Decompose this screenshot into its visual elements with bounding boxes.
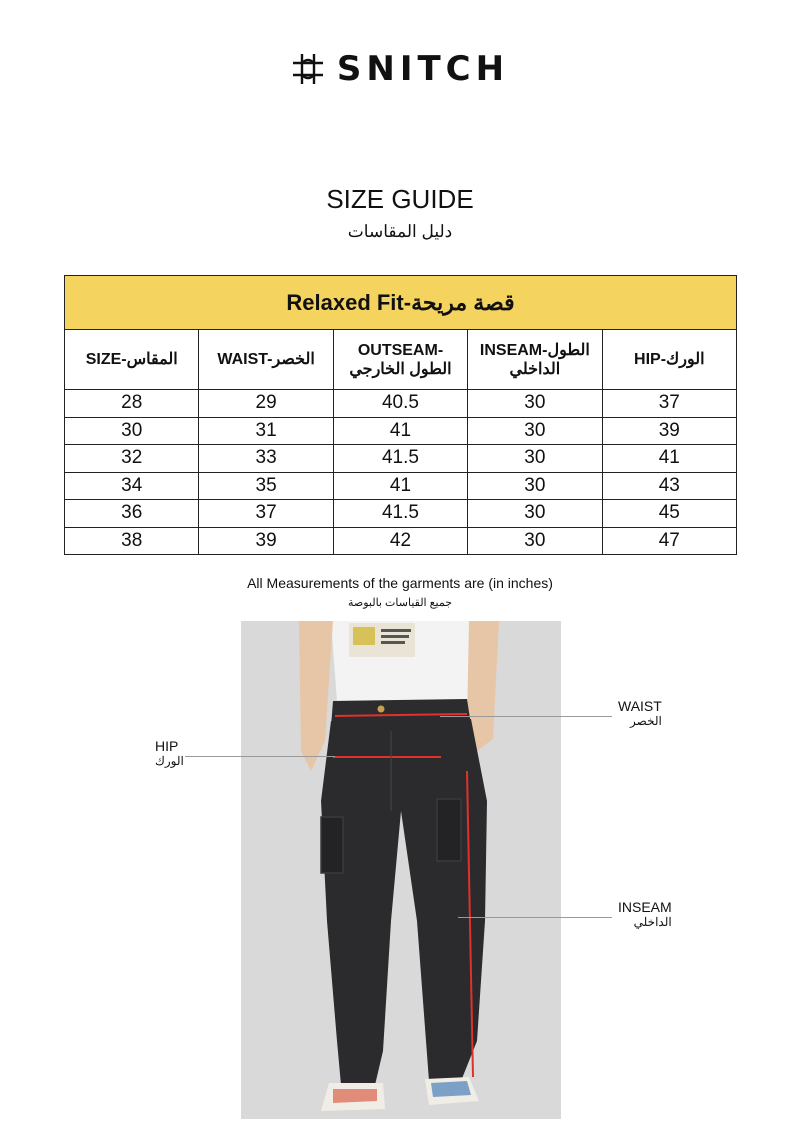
size-table bbox=[64, 275, 737, 555]
inseam-callout bbox=[618, 899, 672, 929]
table-cell: 41 bbox=[333, 472, 467, 500]
table-row bbox=[65, 390, 737, 418]
table-row bbox=[65, 417, 737, 445]
measurement-note: All Measurements of the garments are (in inches) bbox=[247, 575, 553, 591]
inseam-leader-line bbox=[458, 917, 612, 918]
hip-callout bbox=[155, 738, 184, 768]
table-cell: 29 bbox=[199, 390, 333, 418]
table-cell: 30 bbox=[468, 500, 602, 528]
fit-label: Relaxed Fit-قصة مريحة bbox=[65, 276, 737, 330]
table-cell: 43 bbox=[602, 472, 736, 500]
table-cell: 40.5 bbox=[333, 390, 467, 418]
table-body bbox=[65, 390, 737, 555]
table-header-cell: INSEAM-الطول الداخلي bbox=[468, 330, 602, 390]
table-row bbox=[65, 445, 737, 473]
table-cell: 41 bbox=[602, 445, 736, 473]
brand-logo bbox=[0, 49, 800, 89]
table-cell: 35 bbox=[199, 472, 333, 500]
brand-name: SNITCH bbox=[336, 49, 510, 89]
inseam-label: INSEAM bbox=[618, 899, 672, 915]
table-row bbox=[65, 500, 737, 528]
table-cell: 30 bbox=[468, 445, 602, 473]
table-cell: 39 bbox=[199, 527, 333, 555]
table-cell: 39 bbox=[602, 417, 736, 445]
hashtag-grid-logo-icon bbox=[291, 52, 325, 86]
waist-leader-line bbox=[440, 716, 612, 717]
table-header-cell: SIZE-المقاس bbox=[65, 330, 199, 390]
table-cell: 41.5 bbox=[333, 445, 467, 473]
hip-label-arabic: الورك bbox=[155, 754, 184, 768]
waist-label-arabic: الخصر bbox=[630, 714, 662, 728]
inseam-label-arabic: الداخلي bbox=[633, 915, 672, 929]
product-photo bbox=[241, 621, 561, 1119]
table-cell: 41 bbox=[333, 417, 467, 445]
page-title-arabic: دليل المقاسات bbox=[347, 222, 453, 241]
table-cell: 31 bbox=[199, 417, 333, 445]
table-cell: 37 bbox=[602, 390, 736, 418]
table-cell: 38 bbox=[65, 527, 199, 555]
waist-callout bbox=[618, 698, 662, 728]
table-cell: 42 bbox=[333, 527, 467, 555]
table-cell: 45 bbox=[602, 500, 736, 528]
hip-leader-line bbox=[185, 756, 335, 757]
table-cell: 41.5 bbox=[333, 500, 467, 528]
table-header-cell: WAIST-الخصر bbox=[199, 330, 333, 390]
table-cell: 37 bbox=[199, 500, 333, 528]
table-cell: 30 bbox=[468, 390, 602, 418]
table-cell: 30 bbox=[468, 527, 602, 555]
table-header-cell: HIP-الورك bbox=[602, 330, 736, 390]
page-title: SIZE GUIDE bbox=[326, 184, 474, 214]
table-cell: 28 bbox=[65, 390, 199, 418]
measurement-note-arabic: جميع القياسات بالبوصة bbox=[347, 597, 453, 609]
hip-label: HIP bbox=[155, 738, 179, 754]
table-cell: 30 bbox=[65, 417, 199, 445]
pants-illustration bbox=[241, 621, 561, 1119]
table-row bbox=[65, 472, 737, 500]
table-cell: 32 bbox=[65, 445, 199, 473]
table-row bbox=[65, 527, 737, 555]
table-header-cell: OUTSEAM- الطول الخارجي bbox=[333, 330, 467, 390]
table-cell: 30 bbox=[468, 472, 602, 500]
waist-label: WAIST bbox=[618, 698, 662, 714]
table-cell: 34 bbox=[65, 472, 199, 500]
table-cell: 33 bbox=[199, 445, 333, 473]
fit-row bbox=[65, 276, 737, 330]
table-cell: 47 bbox=[602, 527, 736, 555]
table-cell: 30 bbox=[468, 417, 602, 445]
table-cell: 36 bbox=[65, 500, 199, 528]
table-header-row bbox=[65, 330, 737, 390]
